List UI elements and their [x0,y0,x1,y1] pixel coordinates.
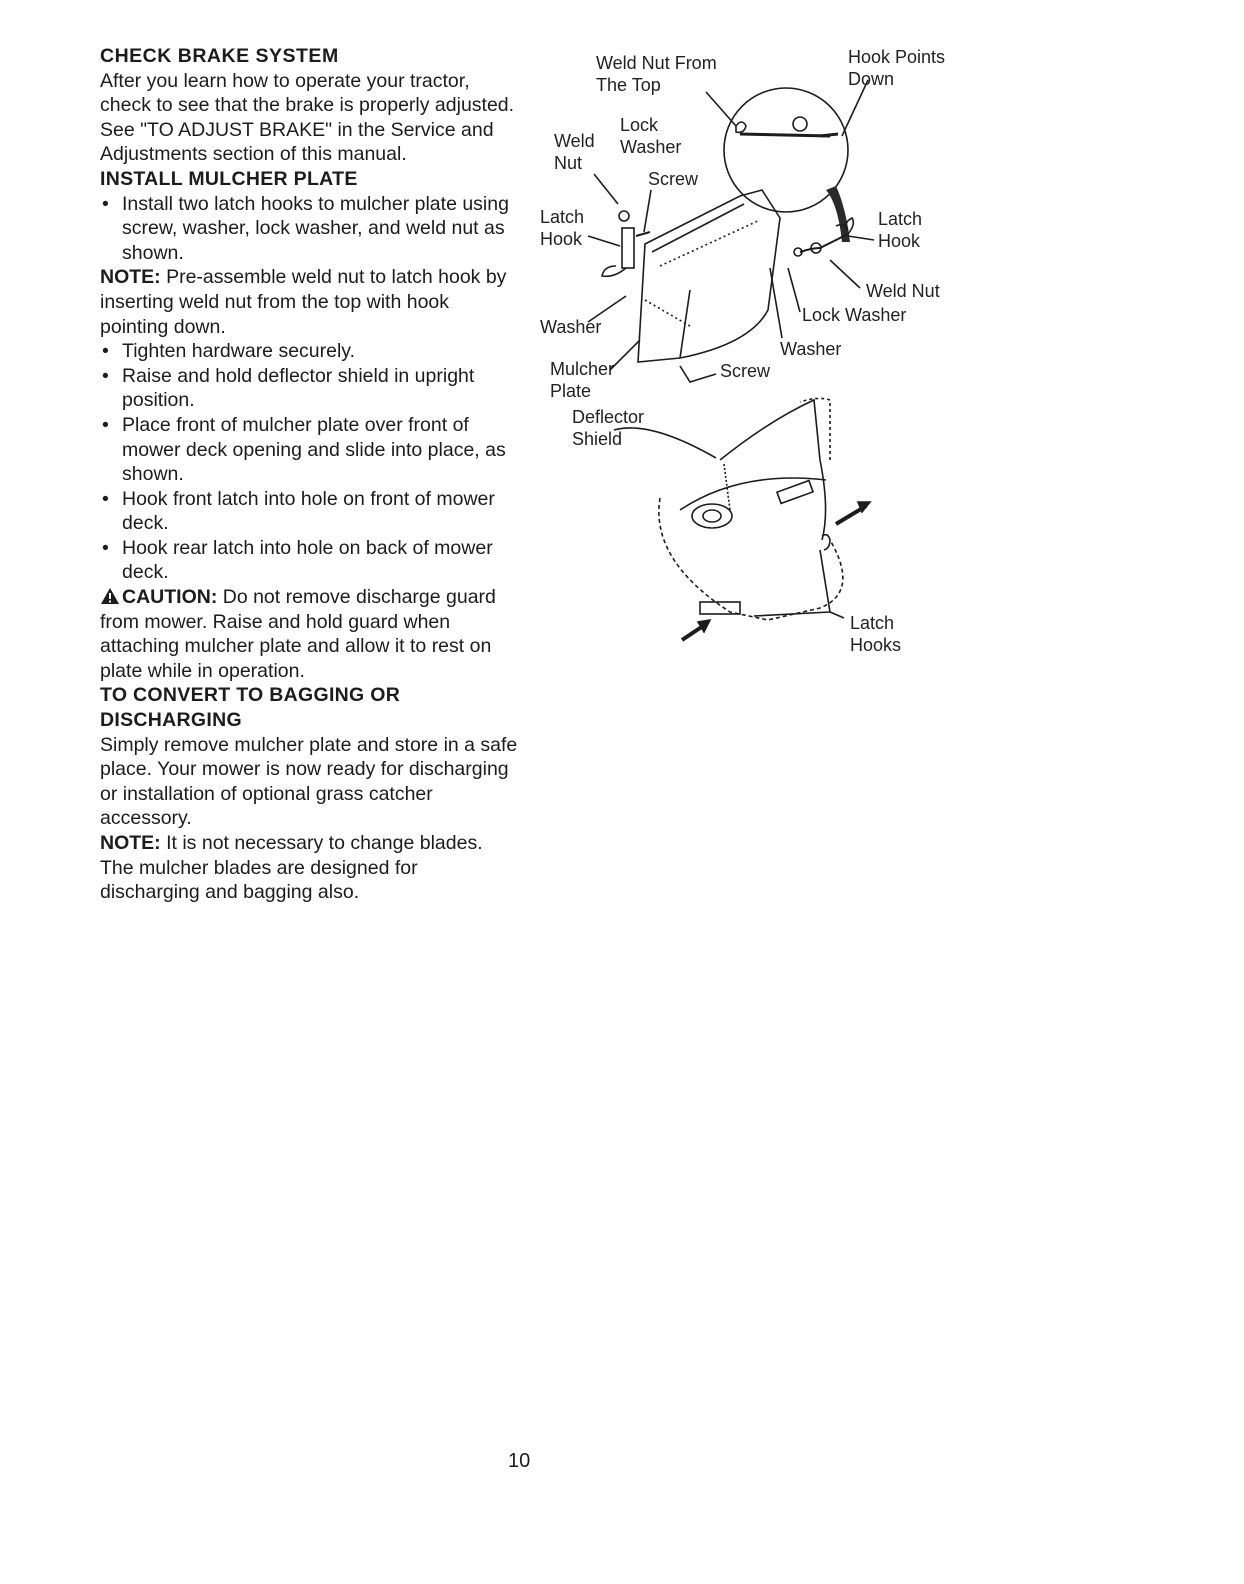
mulcher-plate-diagram [530,40,970,670]
note-text: Pre-assemble weld nut to latch hook by inserting weld nut from the top with hook pointing down. [100,266,507,338]
caution-label: CAUTION: [122,586,218,609]
list-item: • Hook front latch into hole on front of mower deck. [100,487,520,536]
label-weld-nut-left: Weld Nut [554,131,595,173]
label-latch-hooks: Latch Hooks [850,613,902,655]
heading-install-mulcher: INSTALL MULCHER PLATE [100,167,358,190]
list-item: • Place front of mulcher plate over front of mower deck opening and slide into place, as shown. [100,413,520,487]
label-mulcher-plate: Mulcher Plate [550,359,615,401]
list-item: • Raise and hold deflector shield in upright position. [100,364,520,413]
label-latch-hook-right: Latch Hook [878,209,923,251]
list-item: • Hook rear latch into hole on back of mower deck. [100,536,520,585]
label-deflector-shield: Deflector Shield [572,407,645,449]
note-label: NOTE: [100,832,161,854]
page-number: 10 [508,1450,531,1472]
warning-icon [100,587,120,605]
text-column [100,44,520,905]
note-blades [100,831,520,905]
convert-paragraph: Simply remove mulcher plate and store in a safe place. Your mower is now ready for discharging or installation of optional grass catcher accessory. [100,733,518,830]
caution-note [100,585,520,683]
caution-text: Do not remove discharge guard from mower. Raise and hold guard when attaching mulcher plate and allow it to rest on plate while in operation. [100,586,496,682]
note-label: NOTE: [100,266,161,289]
list-item: • Install two latch hooks to mulcher plate using screw, washer, lock washer, and weld nut as shown. [100,192,520,266]
heading-convert: TO CONVERT TO BAGGING OR DISCHARGING [100,684,401,732]
install-steps-a [100,192,520,266]
label-screw-top: Screw [648,169,699,189]
brake-paragraph: After you learn how to operate your tractor, check to see that the brake is properly adjusted. See "TO ADJUST BRAKE" in the Service and Adjustments section of this manual. [100,69,515,166]
list-item: • Tighten hardware securely. [100,339,520,364]
note-weld-nut [100,265,520,339]
install-steps-b [100,339,520,585]
label-lock-washer-top: Lock Washer [620,115,682,157]
note-text: It is not necessary to change blades. The mulcher blades are designed for discharging and bagging also. [100,832,483,904]
label-latch-hook-left: Latch Hook [540,207,585,249]
label-washer-right: Washer [780,339,842,359]
label-hook-points-down: Hook Points Down [848,47,946,89]
label-weld-nut-from-top: Weld Nut From The Top [596,53,717,95]
label-screw-bottom: Screw [720,361,771,381]
label-lock-washer-right: Lock Washer [802,305,907,325]
label-washer-left: Washer [540,317,602,337]
heading-check-brake: CHECK BRAKE SYSTEM [100,45,339,67]
mulcher-illustration [530,40,970,670]
label-weld-nut-right: Weld Nut [866,281,940,301]
